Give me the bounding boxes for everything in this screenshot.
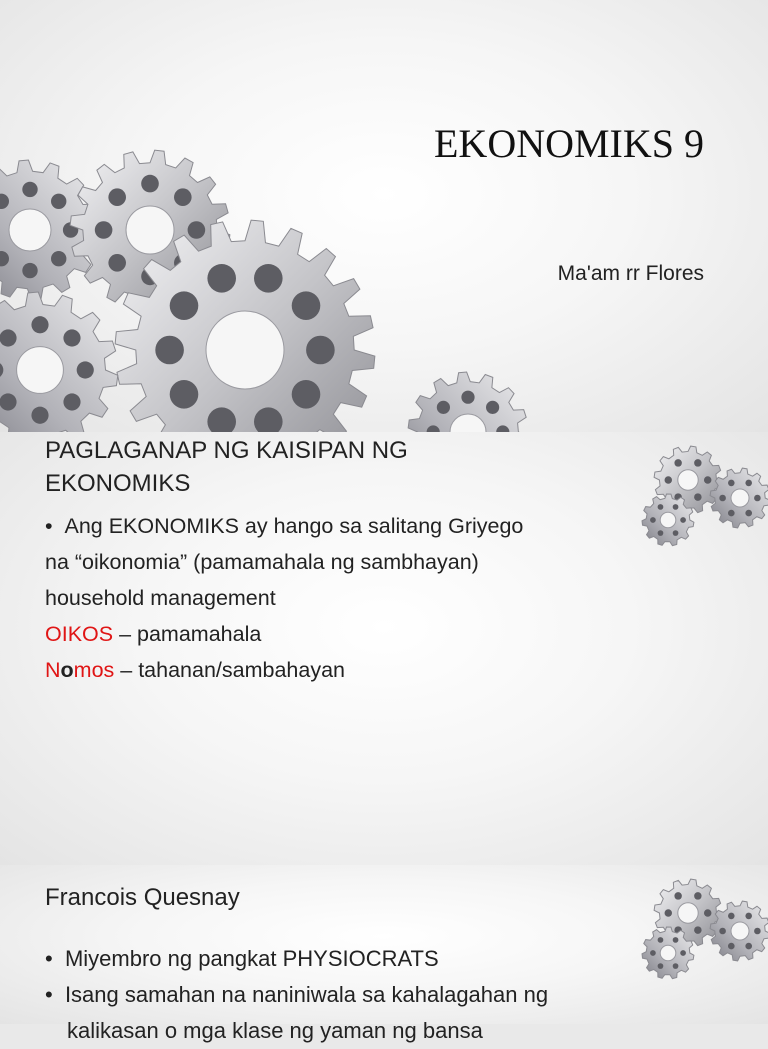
definition-nomos: Nomos – tahanan/sambahayan bbox=[45, 658, 346, 682]
presentation-title: EKONOMIKS 9 bbox=[434, 121, 704, 166]
gears-corner-illustration bbox=[628, 432, 768, 542]
slide-heading: Francois Quesnay bbox=[45, 884, 240, 911]
list-item: • Miyembro ng pangkat PHYSIOCRATS bbox=[45, 946, 439, 971]
slide-body: • Ang EKONOMIKS ay hango sa salitang Griyego na “oikonomia” (pamamahala ng sambhayan) household management OIKOS – pamamahala Nomos – tahanan/sambahayan bbox=[45, 508, 645, 688]
presentation-subtitle: Ma'am rr Flores bbox=[557, 262, 704, 285]
slide-title bbox=[0, 0, 768, 432]
bullet-list bbox=[45, 941, 685, 1049]
list-item: • Isang samahan na naniniwala sa kahalagahan ng bbox=[45, 982, 549, 1007]
slide-heading: PAGLAGANAP NG KAISIPAN NG EKONOMIKS bbox=[45, 437, 408, 497]
list-item: kalikasan o mga klase ng yaman ng bansa bbox=[67, 1018, 483, 1043]
bullet-icon: • bbox=[45, 946, 53, 971]
gears-illustration bbox=[0, 170, 540, 432]
bullet-icon: • bbox=[45, 982, 53, 1007]
slide-francois-quesnay bbox=[0, 865, 768, 1043]
bullet-icon: • bbox=[45, 514, 53, 538]
slide-paglaganap bbox=[0, 432, 768, 865]
definition-oikos: OIKOS – pamamahala bbox=[45, 622, 262, 646]
